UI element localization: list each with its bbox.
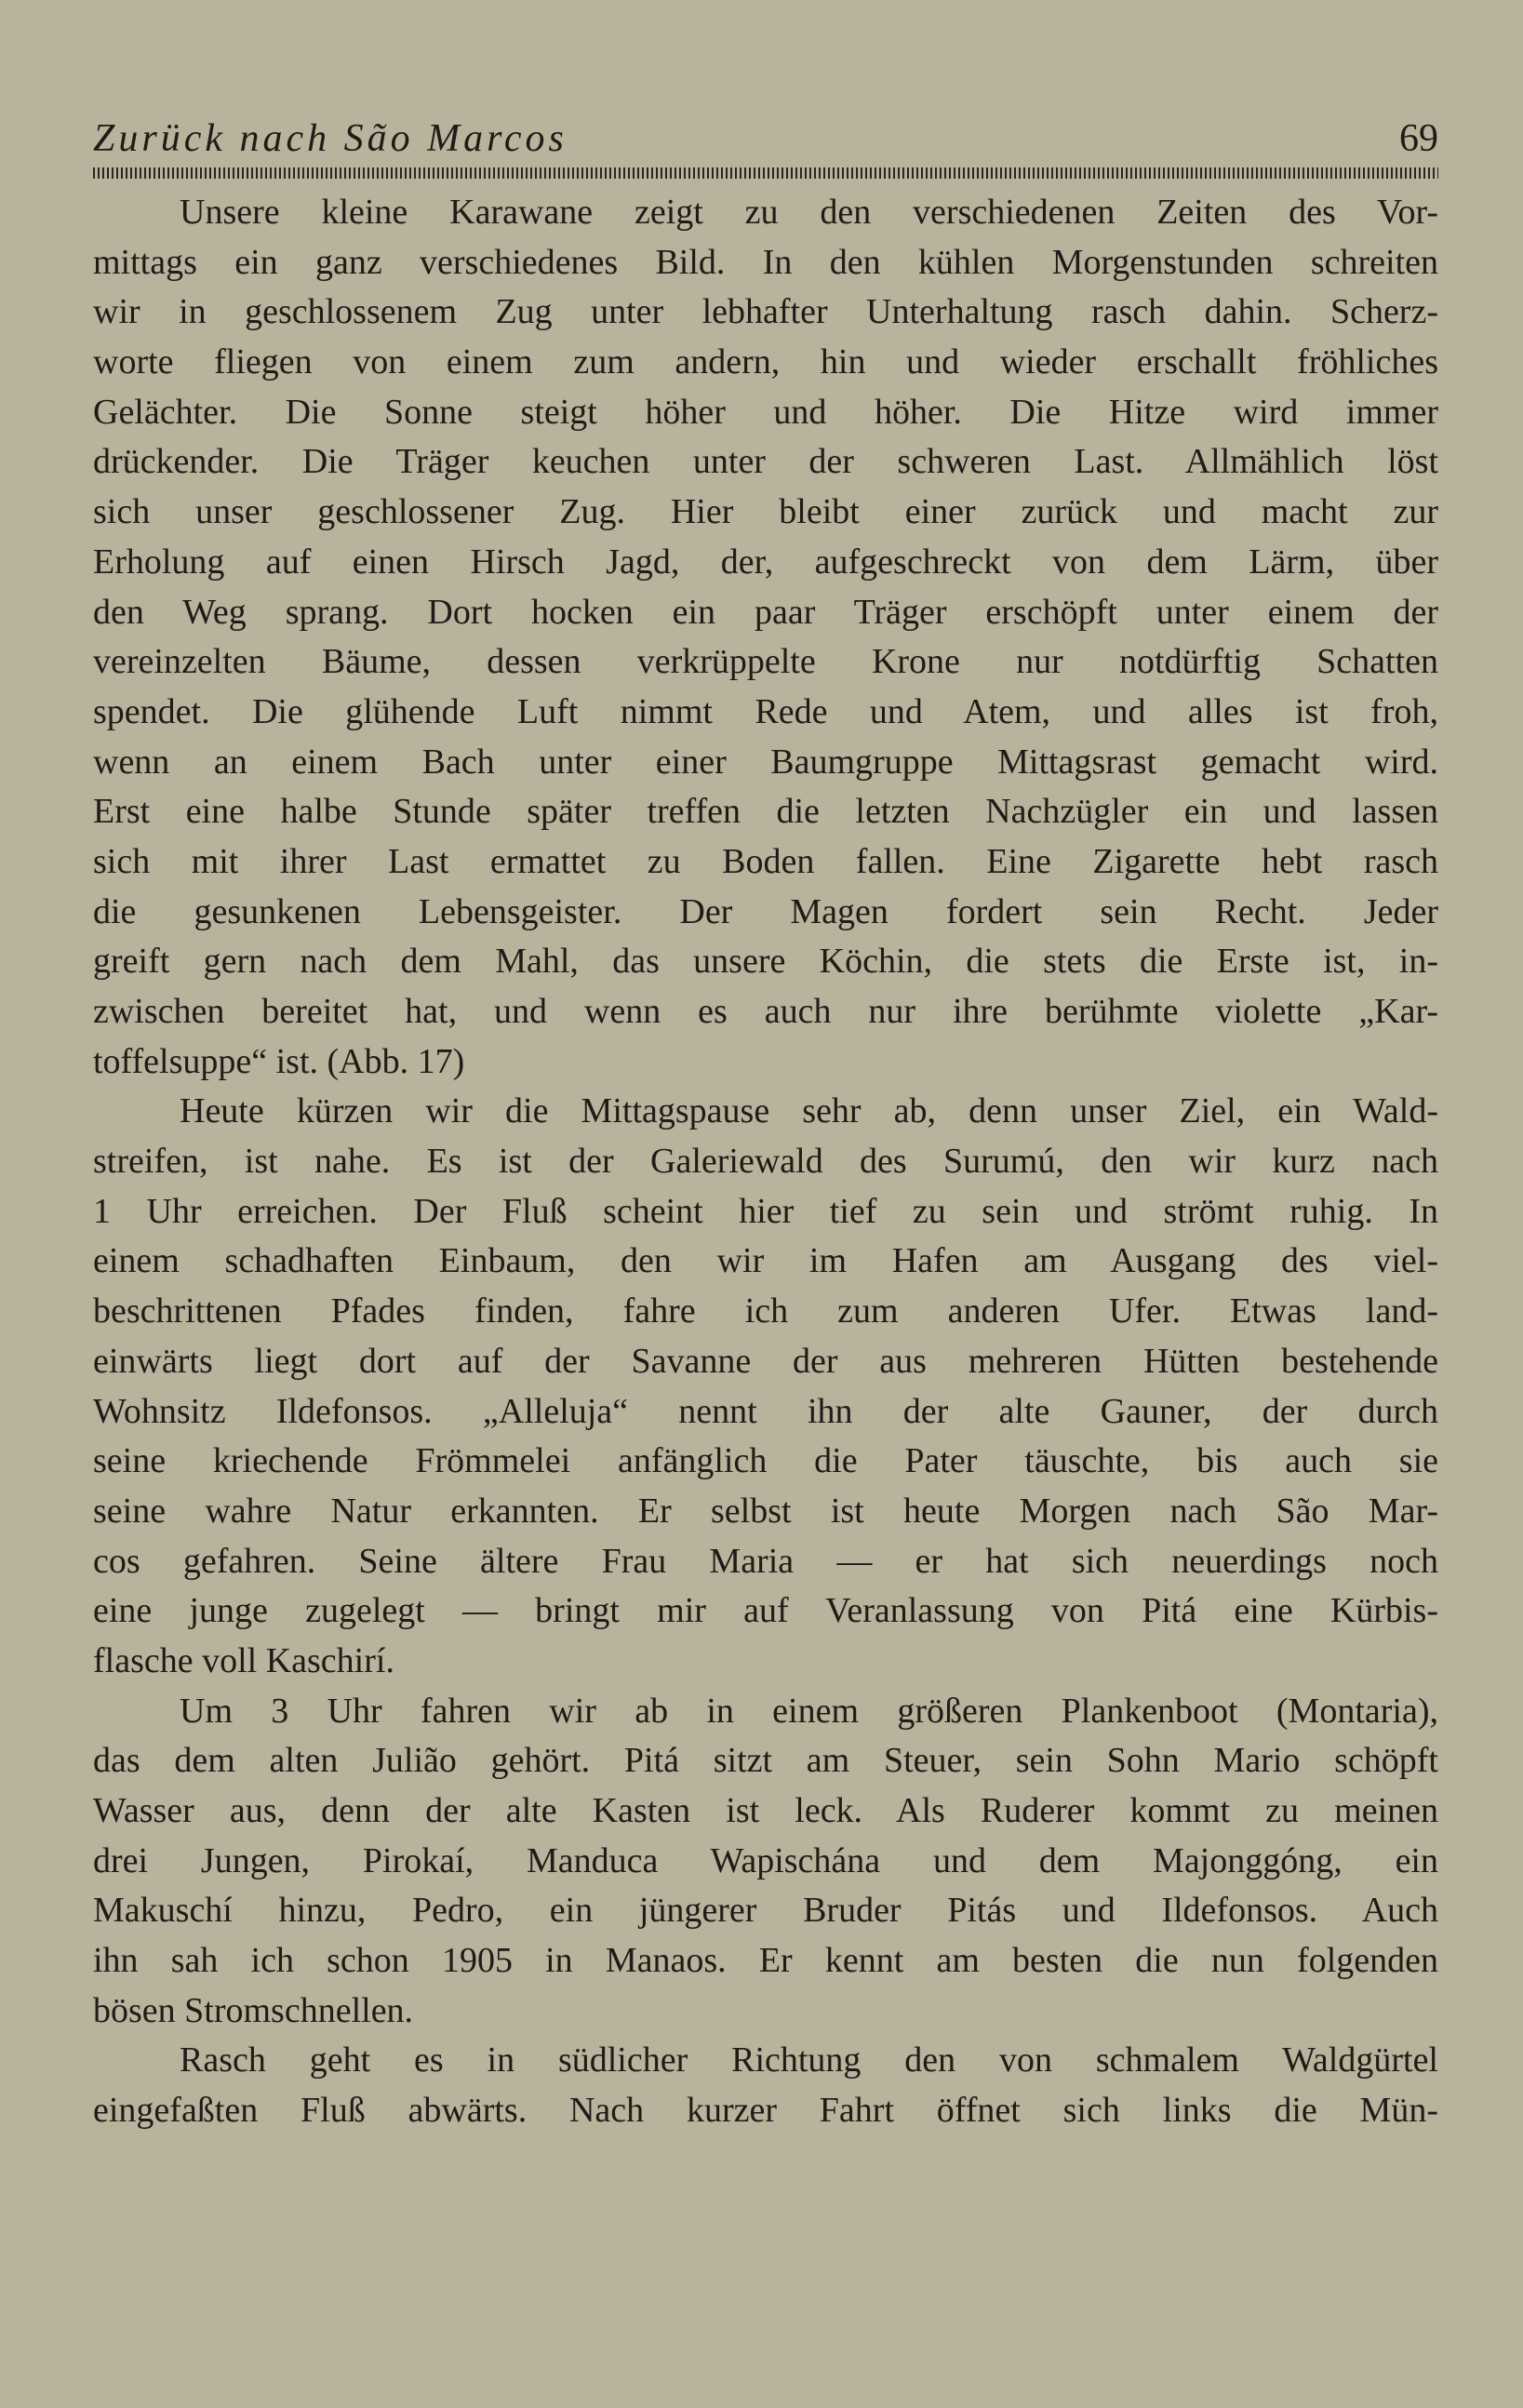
- text-line: wenn an einem Bach unter einer Baumgruppe Mittagsrast gemacht wird.: [93, 742, 1438, 782]
- page-number: 69: [1399, 117, 1438, 160]
- text-line: drückender. Die Träger keuchen unter der schweren Last. Allmählich löst: [93, 442, 1438, 482]
- text-line: seine wahre Natur erkannten. Er selbst ist heute Morgen nach São Mar-: [93, 1491, 1438, 1531]
- text-line: cos gefahren. Seine ältere Frau Maria — er hat sich neuerdings noch: [93, 1541, 1438, 1581]
- text-line: mittags ein ganz verschiedenes Bild. In den kühlen Morgenstunden schreiten: [93, 242, 1438, 282]
- header-rule: [93, 167, 1438, 179]
- text-line: Rasch geht es in südlicher Richtung den von schmalem Waldgürtel: [180, 2040, 1438, 2080]
- text-line: vereinzelten Bäume, dessen verkrüppelte Krone nur notdürftig Schatten: [93, 642, 1438, 682]
- text-line: sich mit ihrer Last ermattet zu Boden fallen. Eine Zigarette hebt rasch: [93, 841, 1438, 881]
- text-line: den Weg sprang. Dort hocken ein paar Träger erschöpft unter einem der: [93, 592, 1438, 632]
- text-line: bösen Stromschnellen.: [93, 1990, 414, 2030]
- text-line: Makuschí hinzu, Pedro, ein jüngerer Bruder Pitás und Ildefonsos. Auch: [93, 1891, 1438, 1931]
- text-line: Erholung auf einen Hirsch Jagd, der, aufgeschreckt von dem Lärm, über: [93, 542, 1438, 582]
- text-line: sich unser geschlossener Zug. Hier bleibt einer zurück und macht zur: [93, 492, 1438, 532]
- text-line: 1 Uhr erreichen. Der Fluß scheint hier tief zu sein und strömt ruhig. In: [93, 1191, 1438, 1231]
- text-line: Heute kürzen wir die Mittagspause sehr ab, denn unser Ziel, ein Wald-: [180, 1091, 1438, 1131]
- text-line: Wasser aus, denn der alte Kasten ist leck. Als Ruderer kommt zu meinen: [93, 1791, 1438, 1830]
- text-line: ihn sah ich schon 1905 in Manaos. Er kennt am besten die nun folgenden: [93, 1941, 1438, 1981]
- text-line: flasche voll Kaschirí.: [93, 1640, 394, 1680]
- text-line: einwärts liegt dort auf der Savanne der aus mehreren Hütten bestehende: [93, 1341, 1438, 1381]
- text-line: streifen, ist nahe. Es ist der Galeriewald des Surumú, den wir kurz nach: [93, 1142, 1438, 1182]
- text-line: wir in geschlossenem Zug unter lebhafter Unterhaltung rasch dahin. Scherz-: [93, 292, 1438, 332]
- text-line: eingefaßten Fluß abwärts. Nach kurzer Fahrt öffnet sich links die Mün-: [93, 2091, 1438, 2131]
- text-line: spendet. Die glühende Luft nimmt Rede und Atem, und alles ist froh,: [93, 691, 1438, 731]
- text-line: Unsere kleine Karawane zeigt zu den verschiedenen Zeiten des Vor-: [180, 193, 1438, 232]
- text-line: Erst eine halbe Stunde später treffen die letzten Nachzügler ein und lassen: [93, 792, 1438, 832]
- text-line: eine junge zugelegt — bringt mir auf Veranlassung von Pitá eine Kürbis-: [93, 1591, 1438, 1631]
- page-header: [93, 110, 1438, 167]
- text-line: das dem alten Julião gehört. Pitá sitzt am Steuer, sein Sohn Mario schöpft: [93, 1741, 1438, 1781]
- text-line: beschrittenen Pfades finden, fahre ich zum anderen Ufer. Etwas land-: [93, 1291, 1438, 1331]
- text-line: die gesunkenen Lebensgeister. Der Magen fordert sein Recht. Jeder: [93, 891, 1438, 931]
- text-line: Um 3 Uhr fahren wir ab in einem größeren Plankenboot (Montaria),: [180, 1691, 1438, 1731]
- text-line: seine kriechende Frömmelei anfänglich die Pater täuschte, bis auch sie: [93, 1441, 1438, 1481]
- text-line: Wohnsitz Ildefonsos. „Alleluja“ nennt ihn der alte Gauner, der durch: [93, 1391, 1438, 1431]
- text-line: Gelächter. Die Sonne steigt höher und höher. Die Hitze wird immer: [93, 392, 1438, 432]
- text-line: drei Jungen, Pirokaí, Manduca Wapischána und dem Majonggóng, ein: [93, 1840, 1438, 1880]
- text-line: einem schadhaften Einbaum, den wir im Hafen am Ausgang des viel-: [93, 1241, 1438, 1281]
- running-title: Zurück nach São Marcos: [93, 117, 568, 160]
- text-line: toffelsuppe“ ist. (Abb. 17): [93, 1041, 465, 1081]
- body-text: [93, 188, 1438, 2136]
- text-line: zwischen bereitet hat, und wenn es auch nur ihre berühmte violette „Kar-: [93, 992, 1438, 1031]
- text-line: worte fliegen von einem zum andern, hin und wieder erschallt fröhliches: [93, 342, 1438, 382]
- text-line: greift gern nach dem Mahl, das unsere Köchin, die stets die Erste ist, in-: [93, 942, 1438, 982]
